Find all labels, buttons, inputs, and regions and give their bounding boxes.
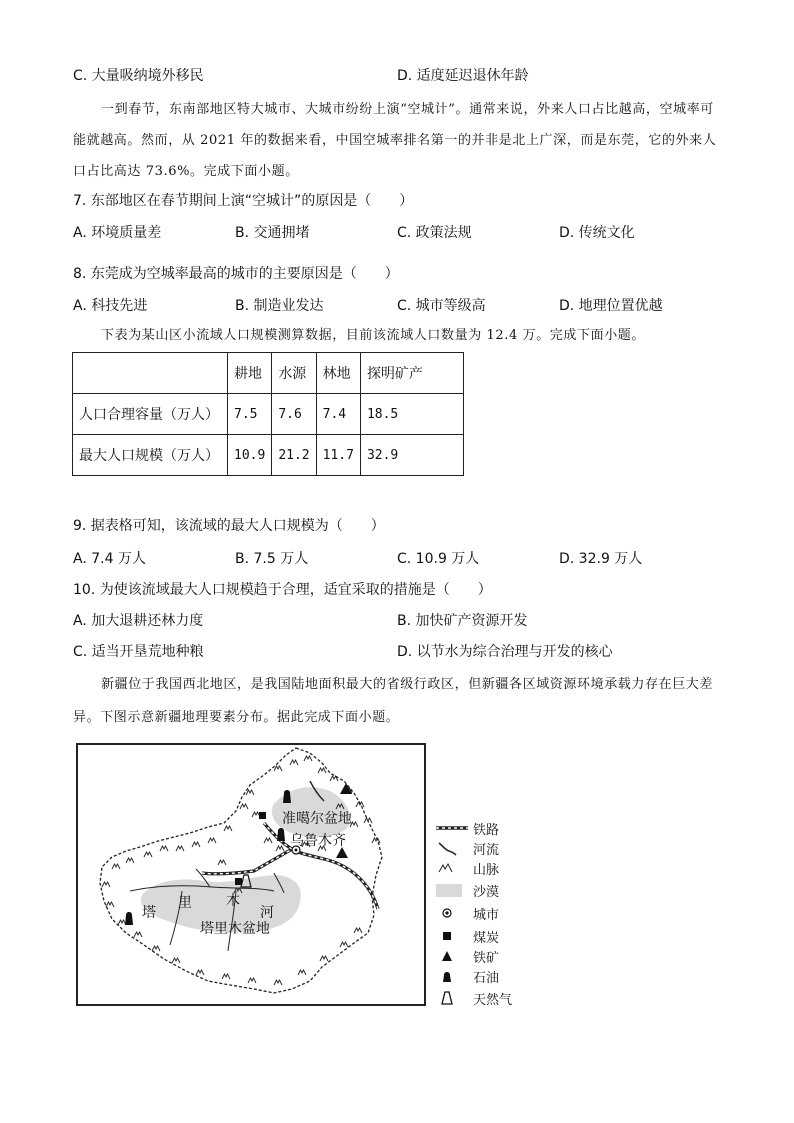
table-row [73,394,464,435]
coal-symbol [235,878,242,885]
legend-label-city: 城市 [473,908,500,923]
legend-label-desert: 沙漠 [473,885,500,900]
table-row-label: 人口合理容量（万人） [73,394,228,435]
river-icon [435,840,469,856]
iron-icon [435,948,469,964]
coal-symbol [259,812,266,819]
coal-icon [435,928,469,944]
table-cell: 18.5 [360,394,463,435]
legend-label-oil: 石油 [473,971,500,986]
passage-population-table-intro [73,320,723,351]
city-icon [435,905,469,921]
q10-option-a: A. 加大退耕还林力度 [73,613,204,629]
question-9-stem: 9. 据表格可知，该流域的最大人口规模为（ ） [73,518,385,534]
q7-option-d: D. 传统文化 [559,225,635,241]
table-header-cell: 耕地 [228,353,272,394]
label-ta: 塔 [142,906,156,921]
xinjiang-boundary [100,748,382,993]
table-header-cell: 探明矿产 [360,353,463,394]
table-cell: 21.2 [272,435,316,476]
population-capacity-table [72,352,464,476]
q10-option-d: D. 以节水为综合治理与开发的核心 [397,644,613,660]
table-header-cell [73,353,228,394]
q10-option-c: C. 适当开垦荒地种粮 [73,644,204,660]
q9-option-b: B. 7.5 万人 [235,551,309,567]
q9-option-c: C. 10.9 万人 [397,551,480,567]
legend-label-railway: 铁路 [473,823,500,838]
railway-icon [435,820,469,836]
q8-option-b: B. 制造业发达 [235,298,324,314]
legend-label-river: 河流 [473,843,500,858]
table-header-cell: 水源 [272,353,316,394]
table-cell: 10.9 [228,435,272,476]
table-cell: 7.4 [316,394,360,435]
label-mu: 木 [226,894,240,909]
table-header-cell: 林地 [316,353,360,394]
gas-icon [435,990,469,1006]
legend-label-coal: 煤炭 [473,931,500,946]
question-7-stem: 7. 东部地区在春节期间上演“空城计”的原因是（ ） [73,193,414,209]
label-tarim-basin: 塔里木盆地 [200,922,270,937]
mountain-ranges [102,756,380,985]
q9-option-a: A. 7.4 万人 [73,551,146,567]
q6-option-d: D. 适度延迟退休年龄 [397,68,529,84]
legend-label-iron: 铁矿 [473,951,500,966]
label-junggar-basin: 准噶尔盆地 [282,812,352,827]
question-8-stem: 8. 东莞成为空城率最高的城市的主要原因是（ ） [73,266,399,282]
desert-icon [435,882,469,898]
mountain-icon [435,860,469,876]
label-he: 河 [260,906,274,921]
q10-option-b: B. 加快矿产资源开发 [397,613,528,629]
xinjiang-map [76,743,426,1006]
q7-option-c: C. 政策法规 [397,225,472,241]
q8-option-d: D. 地理位置优越 [559,298,663,314]
legend-label-mountain: 山脉 [473,863,500,878]
table-cell: 11.7 [316,435,360,476]
table-cell: 7.5 [228,394,272,435]
label-li: 里 [178,896,192,911]
oil-symbol [125,912,133,925]
passage-spring-festival [73,94,723,187]
table-cell: 32.9 [360,435,463,476]
passage-population-table-intro-text: 下表为某山区小流域人口规模测算数据，目前该流域人口数量为 12.4 万。完成下面小题。 [101,328,646,343]
q6-option-c: C. 大量吸纳境外移民 [73,68,204,84]
table-row [73,435,464,476]
xinjiang-map-svg [78,745,424,1004]
label-urumqi: 乌鲁木齐 [290,834,346,849]
passage-xinjiang [73,668,723,734]
table-row-label: 最大人口规模（万人） [73,435,228,476]
q8-option-c: C. 城市等级高 [397,298,486,314]
oil-symbol [283,790,291,803]
q8-option-a: A. 科技先进 [73,298,148,314]
legend-label-gas: 天然气 [473,993,513,1008]
table-cell: 7.6 [272,394,316,435]
table-header-row [73,353,464,394]
q9-option-d: D. 32.9 万人 [559,551,643,567]
passage-spring-festival-text: 一到春节，东南部地区特大城市、大城市纷纷上演“空城计”。通常来说，外来人口占比越高，空城率可能就越高。然而，从 2021 年的数据来看，中国空城率排名第一的并非是北上广深，而是东莞，它的外来人口占比高达 73.6%。完成下面小题。 [73,102,717,179]
question-10-stem: 10. 为使该流域最大人口规模趋于合理，适宜采取的措施是（ ） [73,582,492,598]
oil-symbol [277,828,285,841]
q7-option-a: A. 环境质量差 [73,225,162,241]
passage-xinjiang-text: 新疆位于我国西北地区，是我国陆地面积最大的省级行政区，但新疆各区域资源环境承载力存在巨大差异。下图示意新疆地理要素分布。据此完成下面小题。 [73,677,714,725]
q7-option-b: B. 交通拥堵 [235,225,310,241]
oil-icon [435,968,469,984]
